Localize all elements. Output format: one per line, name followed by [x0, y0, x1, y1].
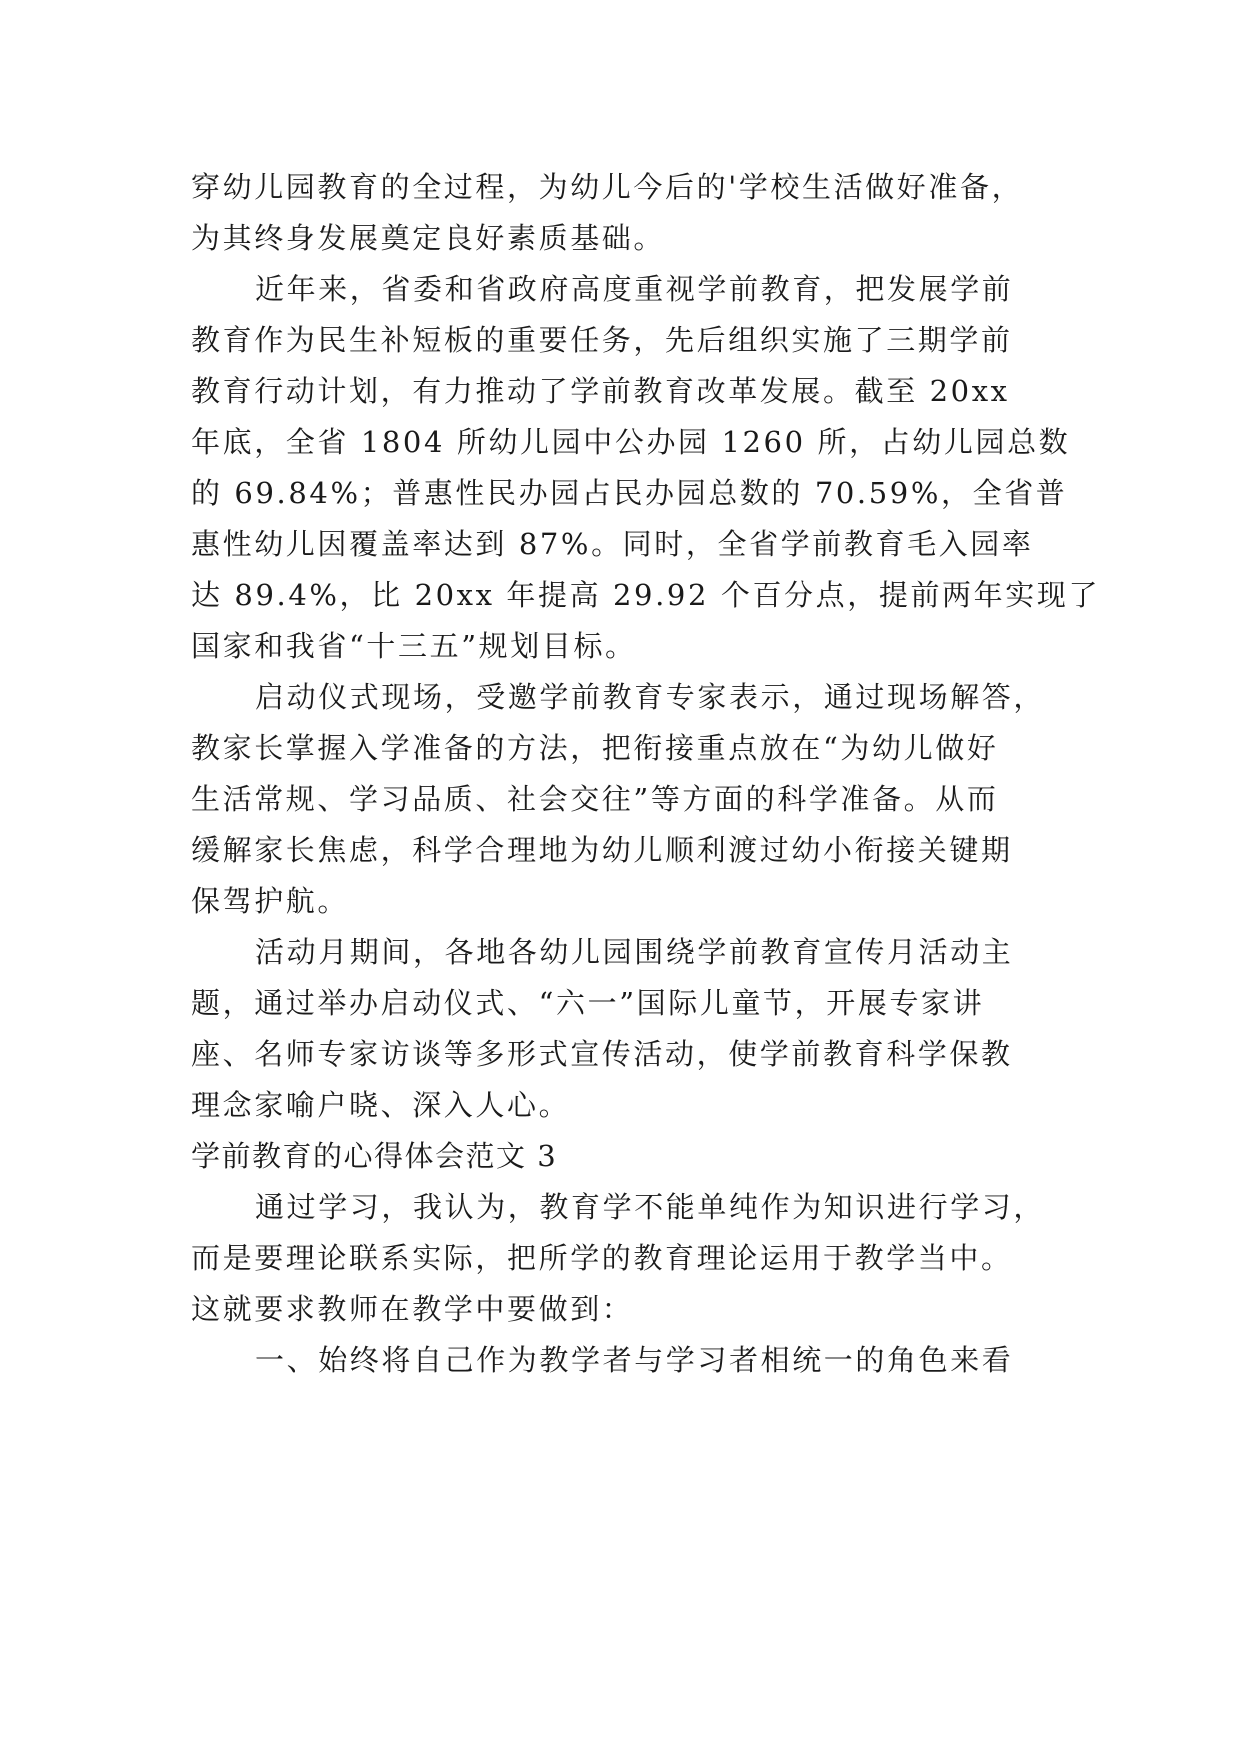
text-line: 为其终身发展奠定良好素质基础。: [191, 221, 666, 255]
paragraph-point-one: [191, 1335, 1071, 1386]
text-line: 保驾护航。: [191, 884, 350, 918]
text-line: 教育作为民生补短板的重要任务，先后组织实施了三期学前: [191, 323, 1013, 357]
text-line: 缓解家长焦虑，科学合理地为幼儿顺利渡过幼小衔接关键期: [191, 833, 1013, 867]
text-line: 教家长掌握入学准备的方法，把衔接重点放在“为幼儿做好: [191, 731, 999, 765]
text-line: 这就要求教师在教学中要做到：: [191, 1292, 634, 1326]
section-heading: [191, 1131, 1071, 1182]
document-body: [191, 162, 1101, 1386]
text-line: 座、名师专家访谈等多形式宣传活动，使学前教育科学保教: [191, 1037, 1013, 1071]
paragraph-launch-ceremony: [191, 672, 1071, 927]
text-line: 年底，全省 1804 所幼儿园中公办园 1260 所，占幼儿园总数: [191, 425, 1071, 459]
text-line: 国家和我省“十三五”规划目标。: [191, 629, 637, 663]
paragraph-continuation: [191, 162, 1071, 264]
text-line: 惠性幼儿因覆盖率达到 87%。同时，全省学前教育毛入园率: [191, 527, 1034, 561]
text-line: 的 69.84%；普惠性民办园占民办园总数的 70.59%，全省普: [191, 476, 1068, 510]
text-line: 达 89.4%，比 20xx 年提高 29.92 个百分点，提前两年实现了: [191, 578, 1101, 612]
text-line: 穿幼儿园教育的全过程，为幼儿今后的'学校生活做好准备，: [191, 170, 1024, 204]
text-line: 生活常规、学习品质、社会交往”等方面的科学准备。从而: [191, 782, 999, 816]
text-line: 一、始终将自己作为教学者与学习者相统一的角色来看: [255, 1343, 1014, 1377]
text-line: 教育行动计划，有力推动了学前教育改革发展。截至 20xx: [191, 374, 1010, 408]
text-line: 活动月期间，各地各幼儿园围绕学前教育宣传月活动主: [255, 935, 1014, 969]
text-line: 近年来，省委和省政府高度重视学前教育，把发展学前: [255, 272, 1014, 306]
heading-text: 学前教育的心得体会范文 3: [191, 1139, 558, 1173]
text-line: 启动仪式现场，受邀学前教育专家表示，通过现场解答，: [255, 680, 1046, 714]
text-line: 而是要理论联系实际，把所学的教育理论运用于教学当中。: [191, 1241, 1013, 1275]
paragraph-statistics: [191, 264, 1101, 672]
text-line: 题，通过举办启动仪式、“六一”国际儿童节，开展专家讲: [191, 986, 985, 1020]
text-line: 通过学习，我认为，教育学不能单纯作为知识进行学习，: [255, 1190, 1046, 1224]
paragraph-learning: [191, 1182, 1071, 1335]
text-line: 理念家喻户晓、深入人心。: [191, 1088, 571, 1122]
paragraph-activity-month: [191, 927, 1071, 1131]
